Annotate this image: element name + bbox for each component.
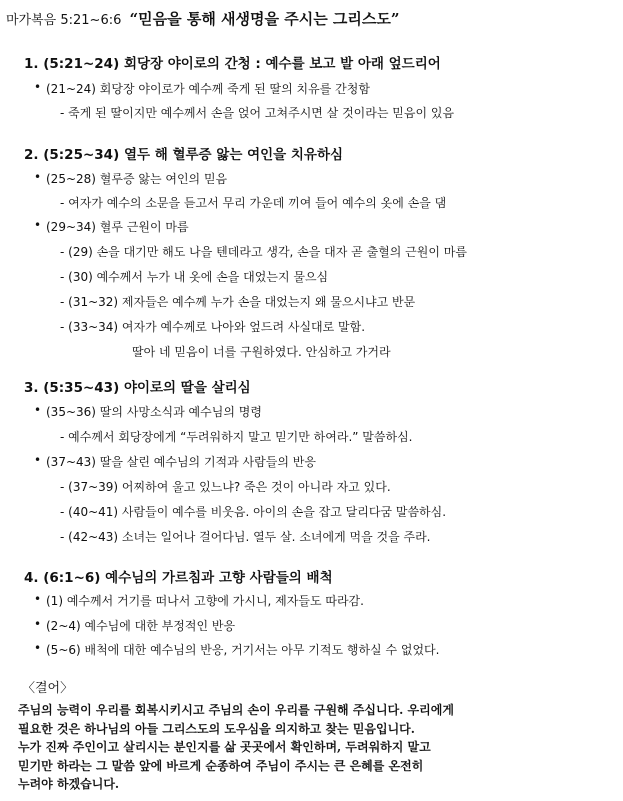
section-3-bullet-2: • (37~43) 딸을 살린 예수님의 기적과 사람들의 반응	[46, 453, 316, 470]
conclusion-body	[18, 701, 618, 794]
section-4-bullet-2: • (2~4) 예수님에 대한 부정적인 반응	[46, 617, 235, 634]
conclusion-line-5: 누려야 하겠습니다.	[18, 777, 120, 791]
section-2-bullet-1: • (25~28) 혈루증 앓는 여인의 믿음	[46, 170, 227, 187]
scripture-reference: 마가복음 5:21~6:6	[6, 13, 122, 28]
conclusion-line-2: 필요한 것은 하나님의 아들 그리스도의 도우심을 의지하고 찾는 믿음입니다.	[18, 721, 415, 736]
section-1-heading: 1. (5:21~24) 회당장 야이로의 간청 : 예수를 보고 발 아래 엎드리어	[24, 56, 441, 72]
section-4-bullet-1: • (1) 예수께서 거기를 떠나서 고향에 가시니, 제자들도 따라감.	[46, 592, 364, 609]
section-2-detail-2: - (29) 손을 대기만 해도 나을 텐데라고 생각, 손을 대자 곧 출혈의 근원이 마름	[60, 245, 467, 259]
conclusion-line-3: 누가 진짜 주인이고 살리시는 분인지를 삶 곳곳에서 확인하며, 두려워하지 말고	[18, 740, 431, 754]
section-3-bullet-1: • (35~36) 딸의 사망소식과 예수님의 명령	[46, 403, 262, 420]
section-2-detail-5: - (33~34) 여자가 예수께로 나아와 엎드려 사실대로 말함.	[60, 320, 366, 334]
section-2-detail-3: - (30) 예수께서 누가 내 옷에 손을 대었는지 물으심	[60, 270, 329, 284]
page-title	[6, 8, 400, 29]
section-2-detail-1: - 여자가 예수의 소문을 듣고서 무리 가운데 끼여 들어 예수의 옷에 손을 댐	[60, 196, 447, 210]
section-4-heading: 4. (6:1~6) 예수님의 가르침과 고향 사람들의 배척	[24, 570, 333, 586]
section-3-detail-4: - (42~43) 소녀는 일어나 걸어다님. 열두 살. 소녀에게 먹을 것을 주라.	[60, 530, 431, 544]
section-1-detail-1: - 죽게 된 딸이지만 예수께서 손을 얹어 고쳐주시면 살 것이라는 믿음이 있음	[60, 106, 455, 120]
section-2-detail-4: - (31~32) 제자들은 예수께 누가 손을 대었는지 왜 물으시냐고 반문	[60, 295, 416, 309]
conclusion-line-1: 주님의 능력이 우리를 회복시키시고 주님의 손이 우리를 구원해 주십니다. 우리에게	[18, 703, 454, 717]
section-2-detail-5-continued: 딸아 네 믿음이 너를 구원하였다. 안심하고 가거라	[132, 345, 391, 359]
sermon-title: “믿음을 통해 새생명을 주시는 그리스도”	[129, 10, 400, 28]
section-3-detail-2: - (37~39) 어찌하여 울고 있느냐? 죽은 것이 아니라 자고 있다.	[60, 480, 391, 494]
section-2-bullet-2: • (29~34) 혈루 근원이 마름	[46, 218, 189, 235]
section-4-bullet-3: • (5~6) 배척에 대한 예수님의 반응, 거기서는 아무 기적도 행하실 수 없었다.	[46, 641, 439, 658]
section-3-detail-3: - (40~41) 사람들이 예수를 비웃음. 아이의 손을 잡고 달리다굼 말씀하심.	[60, 505, 447, 519]
section-3-heading: 3. (5:35~43) 야이로의 딸을 살리심	[24, 380, 251, 396]
section-1-bullet-1: • (21~24) 회당장 야이로가 예수께 죽게 된 딸의 치유를 간청함	[46, 80, 370, 97]
section-3-detail-1: - 예수께서 회당장에게 “두려워하지 말고 믿기만 하여라.” 말씀하심.	[60, 430, 413, 444]
conclusion-line-4: 믿기만 하라는 그 말씀 앞에 바르게 순종하여 주님이 주시는 큰 은혜를 온전히	[18, 758, 424, 773]
section-2-heading: 2. (5:25~34) 열두 해 혈루증 앓는 여인을 치유하심	[24, 147, 344, 163]
conclusion-heading: 〈결어〉	[22, 681, 74, 696]
